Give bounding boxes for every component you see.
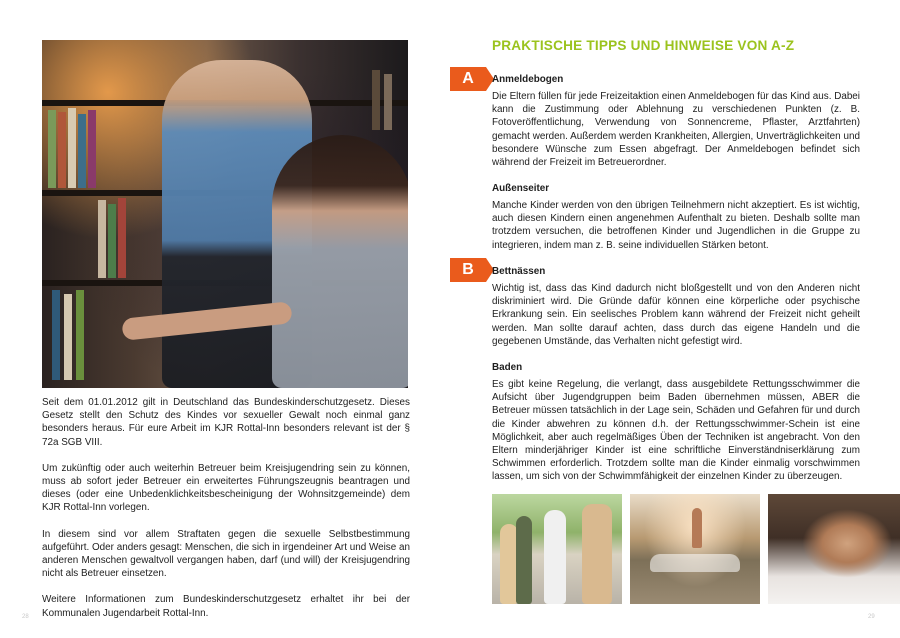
student-woman	[272, 135, 408, 388]
paragraph: Weitere Informationen zum Bundeskinderschutzgesetz erhaltet ihr bei der Kommunalen Jugendarbeit Rottal-Inn.	[42, 594, 410, 619]
section-body-anmeldebogen: Die Eltern füllen für jede Freizeitaktion einen Anmeldebogen für das Kind aus. Dabei kann die Zustimmung oder Ablehnung zu verschiedenen Punkten (z. B. Fotoveröffentlichung, Verwendung von Sonnencreme, Pflaster, Arztfahrten) gemacht werden. Außerdem werden Krankheiten, Allergien, Unverträglichkeiten und besondere Wünsche zum Essen abgefragt. Der Anmeldebogen befindet sich während der Freizeit im Betreuerordner.	[492, 91, 860, 169]
section-title-baden: Baden	[492, 362, 523, 373]
page-number-right: 29	[868, 614, 875, 620]
section-title-anmeldebogen: Anmeldebogen	[492, 74, 564, 85]
paragraph: Um zukünftig oder auch weiterhin Betreuer beim Kreisjugendring sein zu können, muss ab sofort jeder Betreuer ein erweitertes Führungszeugnis beantragen und dieses (oder eine Unbedenklichkeitsbescheinigung der Wohnsitzgemeinde) dem KJR Rottal-Inn vorlegen.	[42, 462, 410, 514]
lake-swimming-photo	[630, 494, 760, 604]
section-title-bettnaessen: Bettnässen	[492, 266, 546, 277]
paragraph: Seit dem 01.01.2012 gilt in Deutschland das Bundeskinderschutzgesetz. Dieses Gesetz stellt den Schutz des Kindes vor sexueller Gewalt noch einmal ganz besonders heraus. Für eure Arbeit im KJR Rottal-Inn besonders relevant ist der § 72a SGB VIII.	[42, 397, 410, 448]
child-protection-text	[42, 396, 410, 620]
kids-outdoor-photo	[492, 494, 622, 604]
section-body-baden: Es gibt keine Regelung, die verlangt, dass ausgebildete Rettungsschwimmer die Aufsicht über Jugendgruppen beim Baden übernehmen müssen, ABER die Betreuer müssen tatsächlich in der Lage sein, Schäden und Gefahren für und durch die Kinder abwehren zu können d.h. der Rettungsschwimmer-Schein ist eine Möglichkeit, aber auch regelmäßiges Üben der Techniken ist angebracht. Von den Eltern minderjähriger Kinder ist eine schriftliche Einverständniserklärung zum Schwimmen erforderlich. Trotzdem sollte man die Kinder einmalig vorschwimmen lassen, um sich von der Schwimmfähigkeit der einzelnen Kinder zu überzeugen.	[492, 379, 860, 483]
section-body-aussenseiter: Manche Kinder werden von den übrigen Teilnehmern nicht akzeptiert. Es ist wichtig, auch diesen Kindern einen angenehmen Aufenthalt zu bieten. Deshalb sollte man trotzdem versuchen, die betroffenen Kinder und Jugendlichen in die Gruppe zu integrieren, indem man z. B. seine individuellen Stärken betont.	[492, 200, 860, 251]
sleeping-child-photo	[768, 494, 900, 604]
letter-badge-b: B	[450, 258, 486, 282]
page-number-left: 28	[22, 614, 29, 620]
page-heading: PRAKTISCHE TIPPS UND HINWEISE VON A-Z	[492, 38, 795, 53]
library-students-photo	[42, 40, 408, 388]
paragraph: In diesem sind vor allem Straftaten gegen die sexuelle Selbstbestimmung aufgeführt. Oder anders gesagt: Menschen, die sich in irgendeiner Art und Weise an anderen Menschen gewaltvoll vergangen haben, darf (und will) der Kreisjugendring nicht als Betreuer einsetzen.	[42, 528, 410, 580]
section-body-bettnaessen: Wichtig ist, dass das Kind dadurch nicht bloßgestellt und von den Anderen nicht diskriminiert wird. Die Gründe dafür können eine körperliche oder psychische Erkrankung sein. Ein seelisches Problem kann während der Freizeit nicht geheilt werden. Man sollte darauf achten, dass durch das eigene Handeln und die gegebenen Umstände, das Verhalten nicht gefestigt wird.	[492, 283, 860, 347]
letter-badge-a: A	[450, 67, 486, 91]
section-title-aussenseiter: Außenseiter	[492, 183, 550, 194]
